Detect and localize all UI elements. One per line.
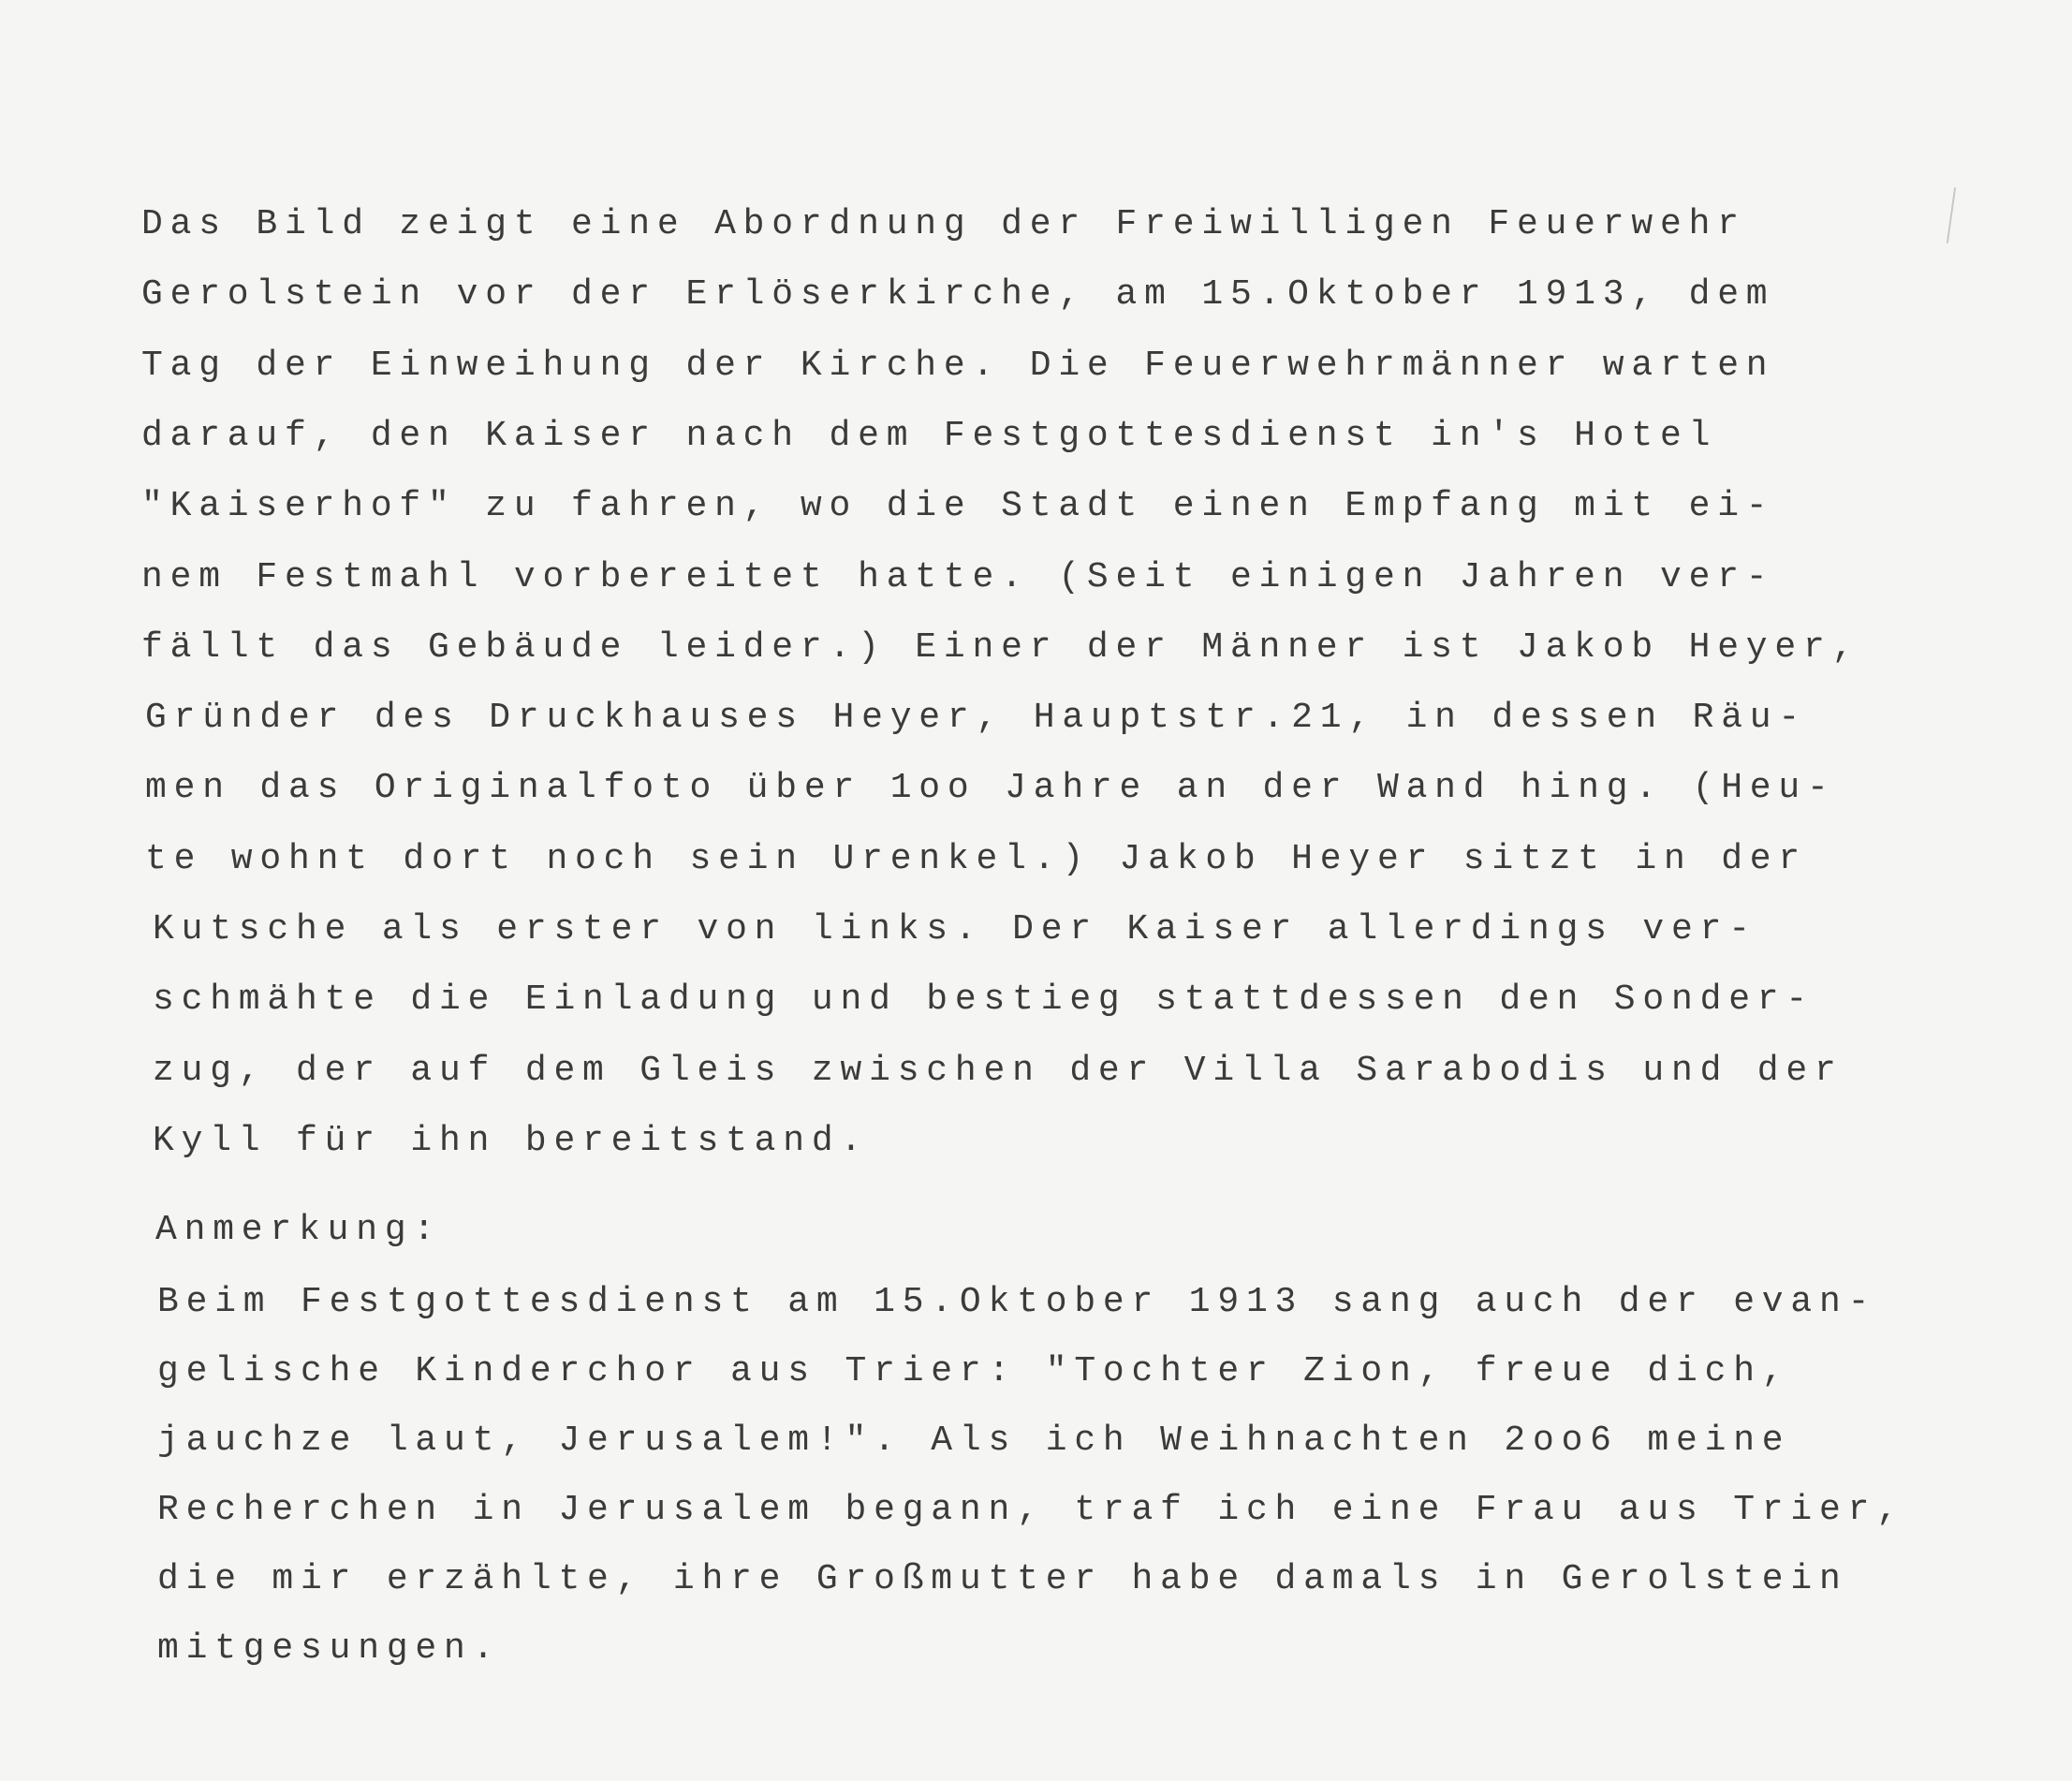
text-line: "Kaiserhof" zu fahren, wo die Stadt einen Empfang mit ei- [141,486,1775,527]
text-line: te wohnt dort noch sein Urenkel.) Jakob Heyer sitzt in der [145,838,1808,879]
text-line: Gründer des Druckhauses Heyer, Hauptstr.21, in dessen Räu- [145,698,1808,739]
text-line: Kutsche als erster von links. Der Kaiser allerdings ver- [153,909,1757,949]
text-line: darauf, den Kaiser nach dem Festgottesdienst in's Hotel [141,415,1718,456]
text-line: jauchze laut, Jerusalem!". Als ich Weihnachten 2oo6 meine [157,1420,1791,1461]
text-line: zug, der auf dem Gleis zwischen der Villa Sarabodis und der [153,1050,1844,1091]
text-line: Anmerkung: [155,1210,443,1250]
text-line: nem Festmahl vorbereitet hatte. (Seit einigen Jahren ver- [141,556,1775,597]
text-line: Gerolstein vor der Erlöserkirche, am 15.Oktober 1913, dem [141,274,1775,316]
text-line: mitgesungen. [157,1628,502,1669]
text-line: Tag der Einweihung der Kirche. Die Feuerwehrmänner warten [141,345,1775,386]
text-line: Das Bild zeigt eine Abordnung der Freiwilligen Feuerwehr [141,204,1746,244]
text-line: men das Originalfoto über 1oo Jahre an der Wand hing. (Heu- [145,768,1836,809]
text-line: fällt das Gebäude leider.) Einer der Männer ist Jakob Heyer, [141,626,1861,668]
margin-mark [1947,187,1956,243]
text-line: die mir erzählte, ihre Großmutter habe damals in Gerolstein [157,1559,1848,1599]
text-line: Recherchen in Jerusalem begann, traf ich eine Frau aus Trier, [157,1490,1905,1530]
text-line: Beim Festgottesdienst am 15.Oktober 1913 sang auch der evan- [157,1282,1877,1322]
text-line: gelische Kinderchor aus Trier: "Tochter Zion, freue dich, [157,1351,1791,1391]
text-line: Kyll für ihn bereitstand. [153,1120,870,1161]
text-line: schmähte die Einladung und bestieg stattdessen den Sonder- [153,979,1815,1021]
